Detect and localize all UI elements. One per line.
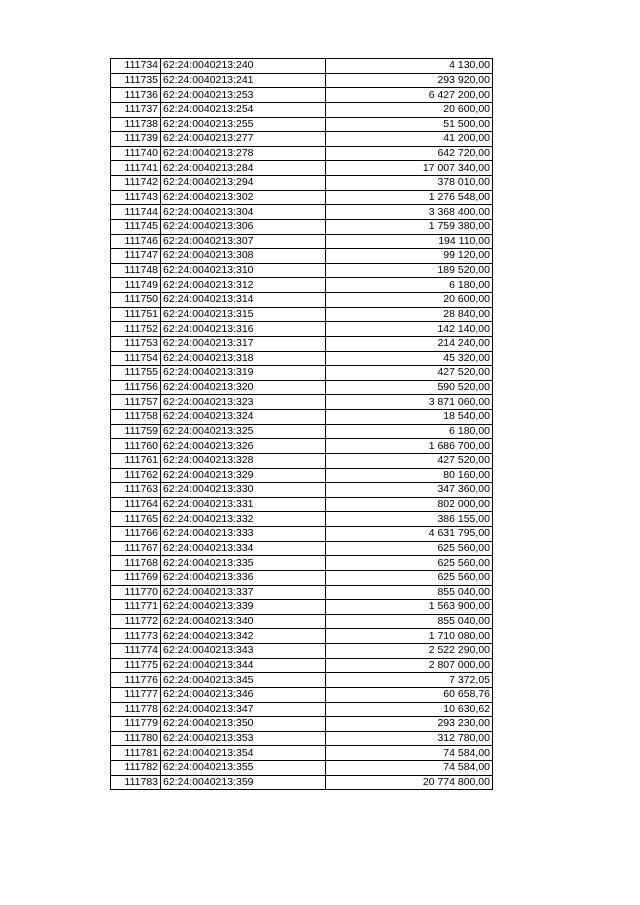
- cadastral-number-cell: 62:24:0040213:353: [161, 731, 326, 746]
- row-number-cell: 111776: [111, 673, 161, 688]
- cadastral-value-cell: 60 658,76: [326, 687, 493, 702]
- cadastral-number-cell: 62:24:0040213:347: [161, 702, 326, 717]
- row-number-cell: 111753: [111, 336, 161, 351]
- table-row: [111, 176, 493, 191]
- cadastral-value-cell: 386 155,00: [326, 512, 493, 527]
- cadastral-value-cell: 214 240,00: [326, 336, 493, 351]
- table-row: [111, 278, 493, 293]
- row-number-cell: 111772: [111, 614, 161, 629]
- cadastral-number-cell: 62:24:0040213:355: [161, 761, 326, 776]
- table-row: [111, 556, 493, 571]
- cadastral-value-cell: 427 520,00: [326, 453, 493, 468]
- row-number-cell: 111756: [111, 380, 161, 395]
- cadastral-number-cell: 62:24:0040213:354: [161, 746, 326, 761]
- cadastral-number-cell: 62:24:0040213:331: [161, 497, 326, 512]
- table-row: [111, 161, 493, 176]
- cadastral-number-cell: 62:24:0040213:316: [161, 322, 326, 337]
- row-number-cell: 111765: [111, 512, 161, 527]
- cadastral-value-cell: 6 180,00: [326, 278, 493, 293]
- cadastral-value-cell: 3 368 400,00: [326, 205, 493, 220]
- row-number-cell: 111766: [111, 527, 161, 542]
- cadastral-value-cell: 20 600,00: [326, 102, 493, 117]
- cadastral-number-cell: 62:24:0040213:345: [161, 673, 326, 688]
- row-number-cell: 111771: [111, 600, 161, 615]
- cadastral-value-cell: 4 631 795,00: [326, 527, 493, 542]
- row-number-cell: 111761: [111, 453, 161, 468]
- row-number-cell: 111735: [111, 73, 161, 88]
- cadastral-number-cell: 62:24:0040213:335: [161, 556, 326, 571]
- row-number-cell: 111739: [111, 132, 161, 147]
- row-number-cell: 111768: [111, 556, 161, 571]
- row-number-cell: 111748: [111, 263, 161, 278]
- table-row: [111, 395, 493, 410]
- cadastral-number-cell: 62:24:0040213:342: [161, 629, 326, 644]
- cadastral-value-cell: 99 120,00: [326, 249, 493, 264]
- row-number-cell: 111740: [111, 146, 161, 161]
- cadastral-value-cell: 2 807 000,00: [326, 658, 493, 673]
- cadastral-number-cell: 62:24:0040213:336: [161, 570, 326, 585]
- cadastral-number-cell: 62:24:0040213:278: [161, 146, 326, 161]
- row-number-cell: 111751: [111, 307, 161, 322]
- table-row: [111, 307, 493, 322]
- row-number-cell: 111736: [111, 88, 161, 103]
- cadastral-number-cell: 62:24:0040213:326: [161, 439, 326, 454]
- table-row: [111, 234, 493, 249]
- table-row: [111, 132, 493, 147]
- cadastral-value-cell: 293 230,00: [326, 717, 493, 732]
- row-number-cell: 111774: [111, 644, 161, 659]
- cadastral-number-cell: 62:24:0040213:306: [161, 219, 326, 234]
- row-number-cell: 111747: [111, 249, 161, 264]
- table-row: [111, 117, 493, 132]
- cadastral-value-cell: 194 110,00: [326, 234, 493, 249]
- row-number-cell: 111745: [111, 219, 161, 234]
- cadastral-number-cell: 62:24:0040213:310: [161, 263, 326, 278]
- table-row: [111, 293, 493, 308]
- table-row: [111, 483, 493, 498]
- cadastral-value-cell: 45 320,00: [326, 351, 493, 366]
- cadastral-number-cell: 62:24:0040213:314: [161, 293, 326, 308]
- cadastral-value-cell: 18 540,00: [326, 410, 493, 425]
- cadastral-number-cell: 62:24:0040213:334: [161, 541, 326, 556]
- cadastral-value-cell: 4 130,00: [326, 59, 493, 74]
- row-number-cell: 111746: [111, 234, 161, 249]
- table-row: [111, 468, 493, 483]
- row-number-cell: 111752: [111, 322, 161, 337]
- table-row: [111, 59, 493, 74]
- cadastral-value-cell: 189 520,00: [326, 263, 493, 278]
- cadastral-number-cell: 62:24:0040213:339: [161, 600, 326, 615]
- cadastral-value-cell: 3 871 060,00: [326, 395, 493, 410]
- cadastral-value-cell: 10 630,62: [326, 702, 493, 717]
- cadastral-number-cell: 62:24:0040213:323: [161, 395, 326, 410]
- cadastral-value-cell: 1 686 700,00: [326, 439, 493, 454]
- table-body: [111, 59, 493, 790]
- cadastral-value-cell: 1 276 548,00: [326, 190, 493, 205]
- table-row: [111, 219, 493, 234]
- cadastral-value-cell: 1 563 900,00: [326, 600, 493, 615]
- table-row: [111, 527, 493, 542]
- cadastral-value-cell: 6 180,00: [326, 424, 493, 439]
- table-row: [111, 249, 493, 264]
- row-number-cell: 111762: [111, 468, 161, 483]
- cadastral-value-cell: 1 759 380,00: [326, 219, 493, 234]
- cadastral-number-cell: 62:24:0040213:312: [161, 278, 326, 293]
- cadastral-number-cell: 62:24:0040213:343: [161, 644, 326, 659]
- cadastral-number-cell: 62:24:0040213:346: [161, 687, 326, 702]
- table-row: [111, 746, 493, 761]
- row-number-cell: 111738: [111, 117, 161, 132]
- cadastral-value-cell: 80 160,00: [326, 468, 493, 483]
- cadastral-number-cell: 62:24:0040213:240: [161, 59, 326, 74]
- cadastral-value-cell: 74 584,00: [326, 761, 493, 776]
- table-row: [111, 658, 493, 673]
- cadastral-number-cell: 62:24:0040213:241: [161, 73, 326, 88]
- cadastral-number-cell: 62:24:0040213:320: [161, 380, 326, 395]
- cadastral-number-cell: 62:24:0040213:308: [161, 249, 326, 264]
- cadastral-number-cell: 62:24:0040213:294: [161, 176, 326, 191]
- table-row: [111, 424, 493, 439]
- cadastral-number-cell: 62:24:0040213:317: [161, 336, 326, 351]
- cadastral-value-cell: 2 522 290,00: [326, 644, 493, 659]
- cadastral-value-cell: 625 560,00: [326, 570, 493, 585]
- cadastral-value-cell: 625 560,00: [326, 556, 493, 571]
- cadastral-value-cell: 51 500,00: [326, 117, 493, 132]
- cadastral-number-cell: 62:24:0040213:340: [161, 614, 326, 629]
- row-number-cell: 111779: [111, 717, 161, 732]
- row-number-cell: 111754: [111, 351, 161, 366]
- cadastral-number-cell: 62:24:0040213:277: [161, 132, 326, 147]
- cadastral-number-cell: 62:24:0040213:319: [161, 366, 326, 381]
- table-row: [111, 600, 493, 615]
- table-row: [111, 702, 493, 717]
- table-row: [111, 205, 493, 220]
- row-number-cell: 111758: [111, 410, 161, 425]
- row-number-cell: 111781: [111, 746, 161, 761]
- cadastral-number-cell: 62:24:0040213:328: [161, 453, 326, 468]
- table-row: [111, 190, 493, 205]
- cadastral-value-cell: 802 000,00: [326, 497, 493, 512]
- row-number-cell: 111773: [111, 629, 161, 644]
- row-number-cell: 111769: [111, 570, 161, 585]
- table-row: [111, 687, 493, 702]
- table-row: [111, 146, 493, 161]
- cadastral-number-cell: 62:24:0040213:253: [161, 88, 326, 103]
- table-row: [111, 570, 493, 585]
- table-row: [111, 775, 493, 790]
- row-number-cell: 111749: [111, 278, 161, 293]
- table-row: [111, 336, 493, 351]
- table-row: [111, 717, 493, 732]
- cadastral-value-cell: 378 010,00: [326, 176, 493, 191]
- table-row: [111, 73, 493, 88]
- row-number-cell: 111759: [111, 424, 161, 439]
- table-row: [111, 322, 493, 337]
- cadastral-number-cell: 62:24:0040213:332: [161, 512, 326, 527]
- cadastral-number-cell: 62:24:0040213:350: [161, 717, 326, 732]
- cadastral-number-cell: 62:24:0040213:315: [161, 307, 326, 322]
- table-row: [111, 614, 493, 629]
- cadastral-number-cell: 62:24:0040213:337: [161, 585, 326, 600]
- row-number-cell: 111744: [111, 205, 161, 220]
- row-number-cell: 111770: [111, 585, 161, 600]
- table-row: [111, 541, 493, 556]
- row-number-cell: 111780: [111, 731, 161, 746]
- cadastral-value-cell: 7 372,05: [326, 673, 493, 688]
- cadastral-value-cell: 855 040,00: [326, 614, 493, 629]
- row-number-cell: 111767: [111, 541, 161, 556]
- cadastral-number-cell: 62:24:0040213:324: [161, 410, 326, 425]
- row-number-cell: 111764: [111, 497, 161, 512]
- cadastral-number-cell: 62:24:0040213:254: [161, 102, 326, 117]
- cadastral-value-cell: 20 774 800,00: [326, 775, 493, 790]
- cadastral-value-cell: 312 780,00: [326, 731, 493, 746]
- row-number-cell: 111778: [111, 702, 161, 717]
- cadastral-number-cell: 62:24:0040213:325: [161, 424, 326, 439]
- cadastral-number-cell: 62:24:0040213:318: [161, 351, 326, 366]
- cadastral-value-cell: 625 560,00: [326, 541, 493, 556]
- table-row: [111, 761, 493, 776]
- table-row: [111, 453, 493, 468]
- table-row: [111, 439, 493, 454]
- cadastral-value-cell: 427 520,00: [326, 366, 493, 381]
- row-number-cell: 111755: [111, 366, 161, 381]
- cadastral-number-cell: 62:24:0040213:304: [161, 205, 326, 220]
- cadastral-number-cell: 62:24:0040213:333: [161, 527, 326, 542]
- table-row: [111, 102, 493, 117]
- table-row: [111, 629, 493, 644]
- table-row: [111, 731, 493, 746]
- row-number-cell: 111750: [111, 293, 161, 308]
- table-row: [111, 410, 493, 425]
- table-row: [111, 88, 493, 103]
- row-number-cell: 111782: [111, 761, 161, 776]
- cadastral-number-cell: 62:24:0040213:359: [161, 775, 326, 790]
- row-number-cell: 111777: [111, 687, 161, 702]
- row-number-cell: 111783: [111, 775, 161, 790]
- cadastral-number-cell: 62:24:0040213:284: [161, 161, 326, 176]
- table-row: [111, 263, 493, 278]
- table-row: [111, 351, 493, 366]
- cadastral-value-cell: 74 584,00: [326, 746, 493, 761]
- cadastral-value-table: [110, 58, 493, 790]
- cadastral-value-cell: 590 520,00: [326, 380, 493, 395]
- table-row: [111, 644, 493, 659]
- table-row: [111, 366, 493, 381]
- table-row: [111, 585, 493, 600]
- cadastral-value-cell: 17 007 340,00: [326, 161, 493, 176]
- cadastral-value-cell: 855 040,00: [326, 585, 493, 600]
- row-number-cell: 111734: [111, 59, 161, 74]
- row-number-cell: 111760: [111, 439, 161, 454]
- cadastral-number-cell: 62:24:0040213:302: [161, 190, 326, 205]
- cadastral-value-cell: 28 840,00: [326, 307, 493, 322]
- row-number-cell: 111742: [111, 176, 161, 191]
- row-number-cell: 111741: [111, 161, 161, 176]
- row-number-cell: 111757: [111, 395, 161, 410]
- table-row: [111, 512, 493, 527]
- table-row: [111, 673, 493, 688]
- row-number-cell: 111743: [111, 190, 161, 205]
- cadastral-number-cell: 62:24:0040213:329: [161, 468, 326, 483]
- row-number-cell: 111775: [111, 658, 161, 673]
- row-number-cell: 111763: [111, 483, 161, 498]
- cadastral-value-cell: 642 720,00: [326, 146, 493, 161]
- cadastral-number-cell: 62:24:0040213:307: [161, 234, 326, 249]
- cadastral-value-cell: 347 360,00: [326, 483, 493, 498]
- table-row: [111, 380, 493, 395]
- cadastral-number-cell: 62:24:0040213:330: [161, 483, 326, 498]
- cadastral-number-cell: 62:24:0040213:255: [161, 117, 326, 132]
- row-number-cell: 111737: [111, 102, 161, 117]
- cadastral-number-cell: 62:24:0040213:344: [161, 658, 326, 673]
- cadastral-value-cell: 293 920,00: [326, 73, 493, 88]
- cadastral-value-cell: 41 200,00: [326, 132, 493, 147]
- table-row: [111, 497, 493, 512]
- cadastral-value-cell: 20 600,00: [326, 293, 493, 308]
- cadastral-value-cell: 1 710 080,00: [326, 629, 493, 644]
- cadastral-value-cell: 6 427 200,00: [326, 88, 493, 103]
- cadastral-value-cell: 142 140,00: [326, 322, 493, 337]
